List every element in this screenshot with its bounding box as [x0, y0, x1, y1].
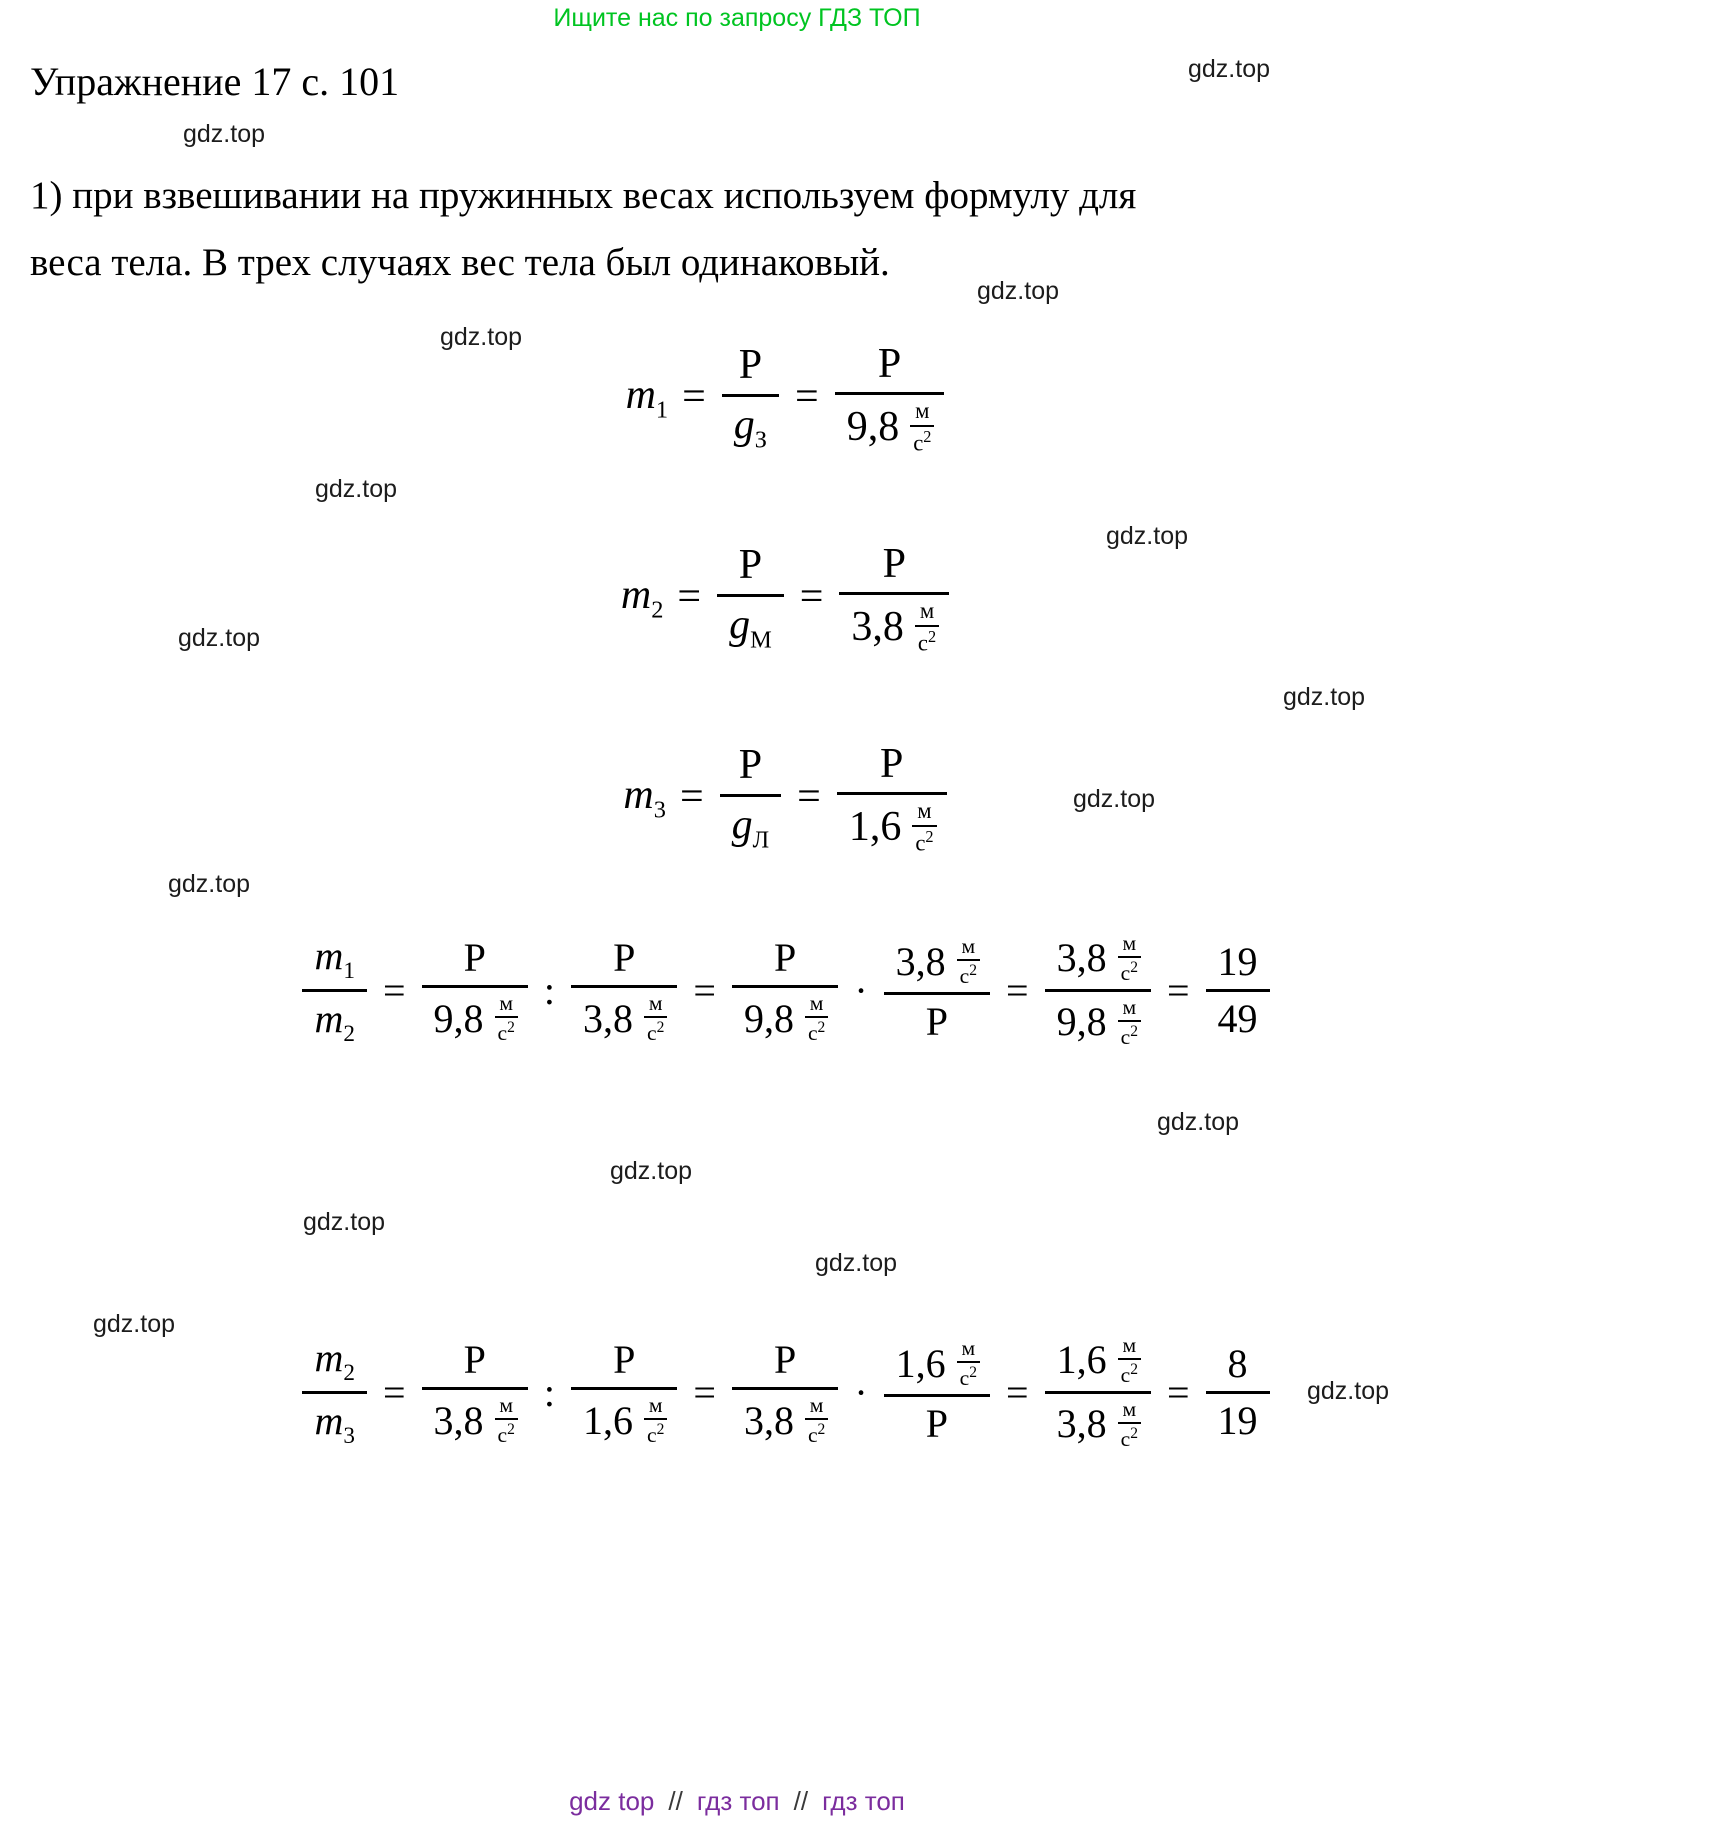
- watermark: gdz.top: [1283, 683, 1366, 711]
- watermark: gdz.top: [183, 120, 266, 148]
- math-operator: ·: [854, 1369, 868, 1415]
- math-symbol: P: [925, 1400, 948, 1446]
- fraction: [839, 538, 949, 657]
- equation-ratio-m2-m3: [0, 1332, 1650, 1452]
- unit-m-per-s2: м $с^2$: [644, 1393, 667, 1448]
- footer-separator: //: [793, 1786, 809, 1816]
- unit-m-per-s2: м $с^2$: [1118, 1397, 1141, 1452]
- math-operator: =: [679, 774, 704, 821]
- fraction: [571, 933, 677, 1047]
- math-variable: $m_3$: [314, 1397, 355, 1449]
- fraction: [422, 933, 528, 1047]
- unit-m-per-s2: м $с^2$: [957, 934, 980, 989]
- math-number: 8: [1227, 1340, 1248, 1386]
- page-title: Упражнение 17 с. 101: [30, 59, 400, 104]
- fraction: [302, 1333, 366, 1452]
- math-number: 1,6: [895, 1340, 946, 1386]
- fraction: [1045, 1332, 1151, 1452]
- math-number: 49: [1217, 995, 1258, 1041]
- math-symbol: P: [774, 1337, 797, 1383]
- fraction: [422, 1335, 528, 1449]
- math-operator: =: [797, 774, 821, 821]
- promo-banner: Ищите нас по запросу ГДЗ ТОП: [553, 4, 921, 32]
- math-symbol: P: [613, 935, 636, 981]
- math-operator: =: [693, 1369, 716, 1415]
- fraction: [1045, 930, 1151, 1050]
- math-number: 3,8: [1056, 1400, 1107, 1446]
- fraction: [837, 738, 947, 857]
- math-operator: ·: [854, 967, 868, 1013]
- math-operator: =: [1006, 1369, 1029, 1415]
- fraction: [884, 1335, 990, 1449]
- math-symbol: P: [613, 1337, 636, 1383]
- watermark: gdz.top: [93, 1310, 176, 1338]
- unit-m-per-s2: м $с^2$: [957, 1336, 980, 1391]
- equation-ratio-m1-m2: [0, 930, 1650, 1050]
- math-number: 9,8: [433, 995, 484, 1041]
- math-symbol: P: [738, 342, 763, 389]
- unit-m-per-s2: м $с^2$: [495, 991, 518, 1046]
- paragraph-line: веса тела. В трех случаях вес тела был одинаковый.: [30, 241, 890, 285]
- watermark: gdz.top: [303, 1208, 386, 1236]
- math-operator: =: [1006, 967, 1029, 1013]
- math-variable: $m_2$: [620, 571, 664, 624]
- math-number: 1,6: [583, 1397, 634, 1443]
- fraction: [717, 539, 784, 655]
- watermark: gdz.top: [168, 870, 251, 898]
- unit-m-per-s2: м $с^2$: [1118, 995, 1141, 1050]
- math-number: 1,6: [1056, 1337, 1107, 1383]
- footer-separator: //: [668, 1786, 683, 1816]
- unit-m-per-s2: м $с^2$: [805, 991, 828, 1046]
- math-number: 9,8: [743, 995, 794, 1041]
- fraction: [835, 338, 945, 457]
- math-symbol: P: [738, 742, 763, 789]
- watermark: gdz.top: [977, 277, 1060, 305]
- math-symbol: P: [738, 542, 763, 589]
- fraction: [302, 931, 366, 1050]
- equation-m1: [0, 338, 1650, 457]
- math-number: 3,8: [895, 938, 946, 984]
- unit-m-per-s2: м $с^2$: [915, 598, 939, 655]
- equation-m3: [0, 738, 1650, 857]
- math-number: 9,8: [1056, 998, 1107, 1044]
- watermark: gdz.top: [1073, 785, 1156, 813]
- unit-m-per-s2: м $с^2$: [495, 1393, 518, 1448]
- math-number: 1,6: [848, 803, 902, 850]
- watermark: gdz.top: [610, 1157, 693, 1185]
- watermark: gdz.top: [1106, 522, 1189, 550]
- math-number: 3,8: [743, 1397, 794, 1443]
- fraction: [722, 339, 779, 455]
- math-symbol: P: [774, 935, 797, 981]
- fraction: [732, 933, 838, 1047]
- unit-m-per-s2: м $с^2$: [805, 1393, 828, 1448]
- math-variable: $g_Л$: [731, 801, 770, 854]
- fraction: [884, 933, 990, 1047]
- math-symbol: P: [877, 341, 902, 387]
- math-operator: =: [693, 967, 716, 1013]
- unit-m-per-s2: м $с^2$: [1118, 931, 1141, 986]
- unit-m-per-s2: м $с^2$: [644, 991, 667, 1046]
- math-operator: =: [1166, 1369, 1190, 1415]
- solution-text: [30, 162, 1530, 296]
- math-operator: =: [382, 967, 406, 1013]
- math-symbol: P: [925, 998, 948, 1044]
- fraction: [732, 1335, 838, 1449]
- watermark: gdz.top: [1307, 1377, 1390, 1405]
- footer-link[interactable]: гдз топ: [822, 1786, 905, 1816]
- fraction: [720, 739, 782, 855]
- math-operator: :: [543, 1369, 556, 1415]
- watermark: gdz.top: [315, 475, 398, 503]
- paragraph-line: 1) при взвешивании на пружинных весах используем формулу для: [30, 174, 1137, 217]
- math-operator: =: [1166, 967, 1190, 1013]
- unit-m-per-s2: м $с^2$: [912, 798, 936, 855]
- math-number: 19: [1217, 1397, 1258, 1443]
- fraction: [1206, 937, 1270, 1044]
- math-variable: $m_2$: [314, 1334, 355, 1386]
- math-variable: $m_2$: [314, 995, 355, 1047]
- math-operator: =: [677, 574, 702, 621]
- watermark: gdz.top: [815, 1249, 898, 1277]
- math-number: 3,8: [1056, 935, 1107, 981]
- unit-m-per-s2: м $с^2$: [1118, 1333, 1141, 1388]
- math-operator: =: [682, 374, 706, 421]
- watermark: gdz.top: [178, 624, 261, 652]
- math-operator: =: [382, 1369, 406, 1415]
- unit-m-per-s2: м $с^2$: [910, 398, 934, 455]
- math-number: 9,8: [846, 403, 900, 450]
- math-variable: $m_1$: [625, 371, 669, 424]
- footer-links: [0, 1786, 1601, 1817]
- math-operator: :: [543, 967, 556, 1013]
- math-variable: $m_3$: [623, 771, 666, 824]
- math-operator: =: [795, 374, 819, 421]
- watermark: gdz.top: [440, 323, 523, 351]
- math-variable: $g_М$: [729, 601, 772, 654]
- math-operator: =: [799, 574, 824, 621]
- math-variable: $m_1$: [314, 932, 355, 984]
- footer-link[interactable]: гдз топ: [696, 1786, 780, 1816]
- watermark: gdz.top: [1188, 55, 1271, 83]
- math-symbol: P: [463, 1337, 486, 1383]
- equation-m2: [0, 538, 1650, 657]
- math-symbol: P: [463, 935, 486, 981]
- math-number: 19: [1217, 938, 1258, 984]
- math-number: 3,8: [851, 603, 904, 650]
- math-symbol: P: [880, 741, 904, 787]
- math-number: 3,8: [433, 1397, 484, 1443]
- math-symbol: P: [882, 541, 906, 587]
- math-variable: $g_З$: [733, 401, 767, 454]
- fraction: [571, 1335, 677, 1449]
- footer-link[interactable]: gdz top: [569, 1786, 655, 1816]
- watermark: gdz.top: [1157, 1108, 1240, 1136]
- math-number: 3,8: [583, 995, 634, 1041]
- fraction: [1206, 1339, 1270, 1446]
